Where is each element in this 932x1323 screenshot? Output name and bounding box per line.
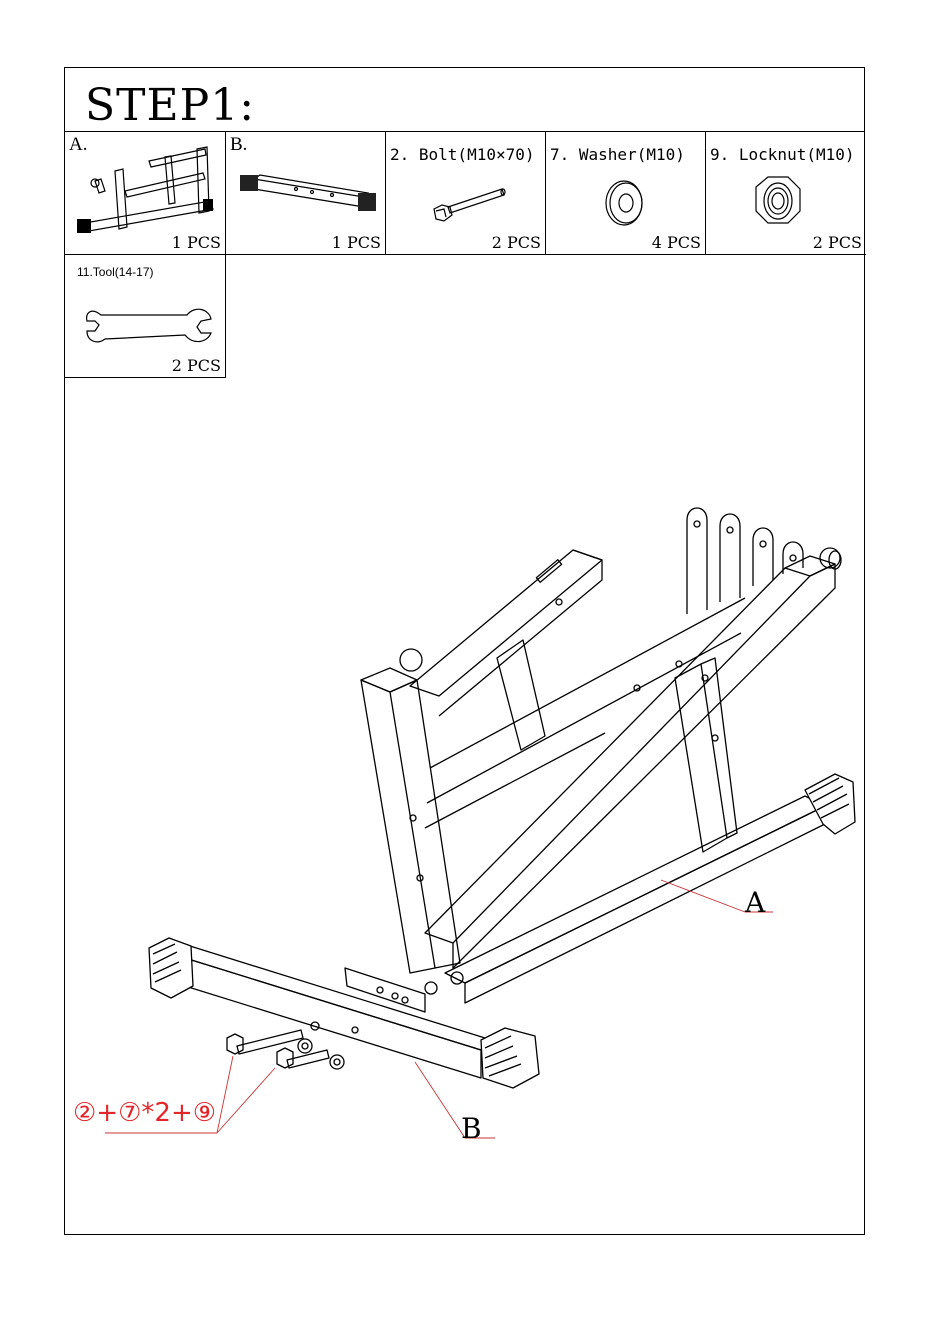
part-qty: 1 PCS xyxy=(171,233,221,252)
assembly-diagram xyxy=(65,68,864,1234)
hardware-combination-label: ②+⑦*2+⑨ xyxy=(73,1098,217,1128)
part-qty: 2 PCS xyxy=(171,356,221,375)
part-label: A. xyxy=(69,134,88,155)
part-qty: 1 PCS xyxy=(331,233,381,252)
part-qty: 2 PCS xyxy=(812,233,862,252)
part-label: 11.Tool(14-17) xyxy=(77,265,154,279)
instruction-page xyxy=(64,67,865,1235)
step-title: STEP1: xyxy=(85,80,256,131)
part-qty: 4 PCS xyxy=(651,233,701,252)
part-label: 2. Bolt(M10×70) xyxy=(390,145,535,164)
part-qty: 2 PCS xyxy=(491,233,541,252)
callout-label-b: B xyxy=(461,1112,482,1145)
part-label: B. xyxy=(230,134,248,155)
part-label: 9. Locknut(M10) xyxy=(710,145,855,164)
callout-label-a: A xyxy=(745,886,766,919)
part-label: 7. Washer(M10) xyxy=(550,145,685,164)
